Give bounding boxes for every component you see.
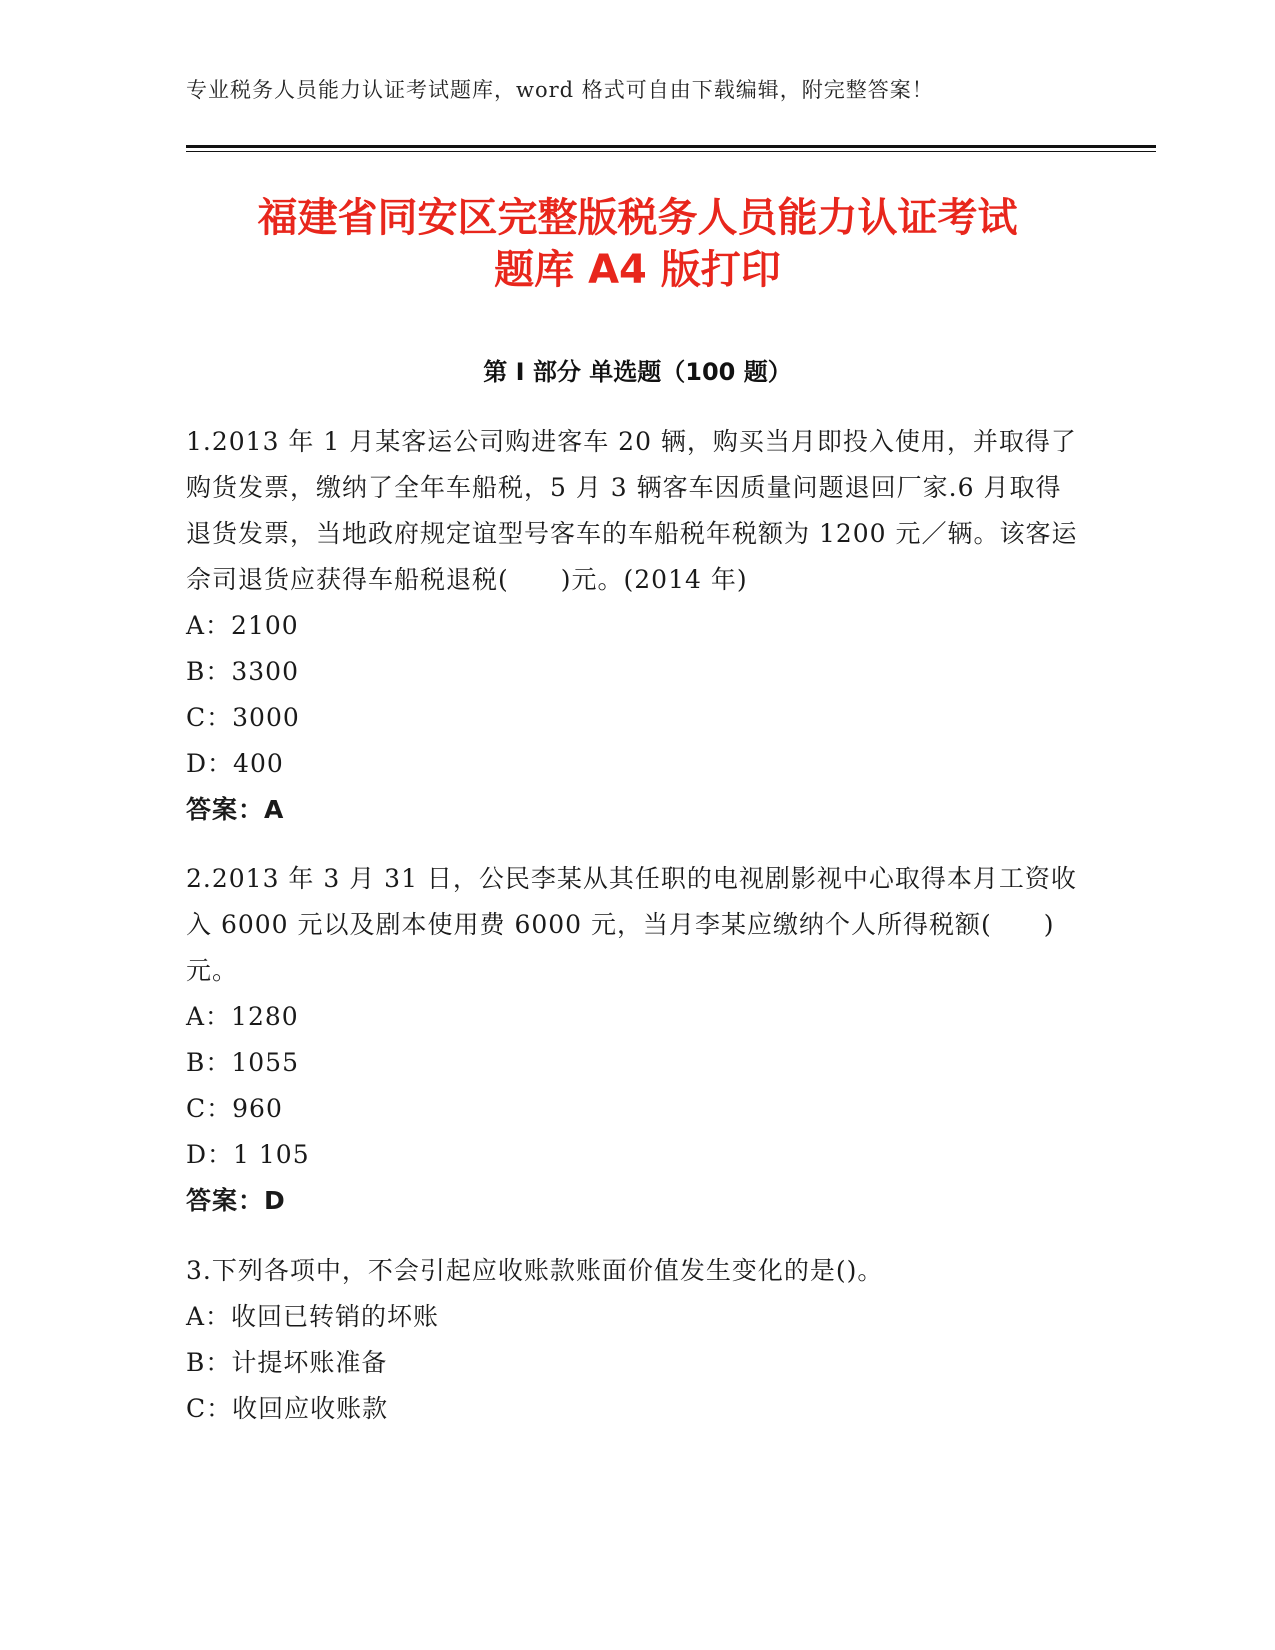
document-title-line-2: 题库 A4 版打印 xyxy=(494,247,781,293)
option-c: C：960 xyxy=(186,1094,283,1123)
option-a: A：2100 xyxy=(186,611,299,640)
document-title-line-1: 福建省同安区完整版税务人员能力认证考试 xyxy=(257,195,1018,241)
header-rule-thick xyxy=(186,145,1156,148)
option-c: C：收回应收账款 xyxy=(186,1394,389,1423)
option-c: C：3000 xyxy=(186,703,300,732)
option-a: A：收回已转销的坏账 xyxy=(186,1302,440,1331)
section-title: 第 I 部分 单选题（100 题） xyxy=(483,358,792,386)
question-3 xyxy=(186,1248,1086,1432)
question-2 xyxy=(186,856,1086,1224)
question-text: 1.2013 年 1 月某客运公司购进客车 20 辆，购买当月即投入使用，并取得了购货发票，缴纳了全年车船税，5 月 3 辆客车因质量问题退回厂家.6 月取得退货发票，当地政府规定谊型号客车的车船税年税额为 1200 元／辆。该客运佘司退货应获得车船税退税( )元。(2014 年) xyxy=(186,427,1078,594)
document-title xyxy=(150,192,1125,296)
question-1 xyxy=(186,419,1086,833)
option-b: B：计提坏账准备 xyxy=(186,1348,388,1377)
option-b: B：3300 xyxy=(186,657,299,686)
header-note: 专业税务人员能力认证考试题库，word 格式可自由下载编辑，附完整答案！ xyxy=(186,78,934,102)
option-d: D：1 105 xyxy=(186,1140,310,1169)
answer-label: 答案：D xyxy=(186,1186,286,1215)
header-rule-thin xyxy=(186,151,1156,152)
answer-label: 答案：A xyxy=(186,795,285,824)
question-text: 3.下列各项中，不会引起应收账款账面价值发生变化的是()。 xyxy=(186,1256,884,1285)
option-d: D：400 xyxy=(186,749,284,778)
question-text: 2.2013 年 3 月 31 日，公民李某从其任职的电视剧影视中心取得本月工资收入 6000 元以及剧本使用费 6000 元，当月李某应缴纳个人所得税额( )元。 xyxy=(186,864,1077,985)
option-a: A：1280 xyxy=(186,1002,299,1031)
option-b: B：1055 xyxy=(186,1048,299,1077)
